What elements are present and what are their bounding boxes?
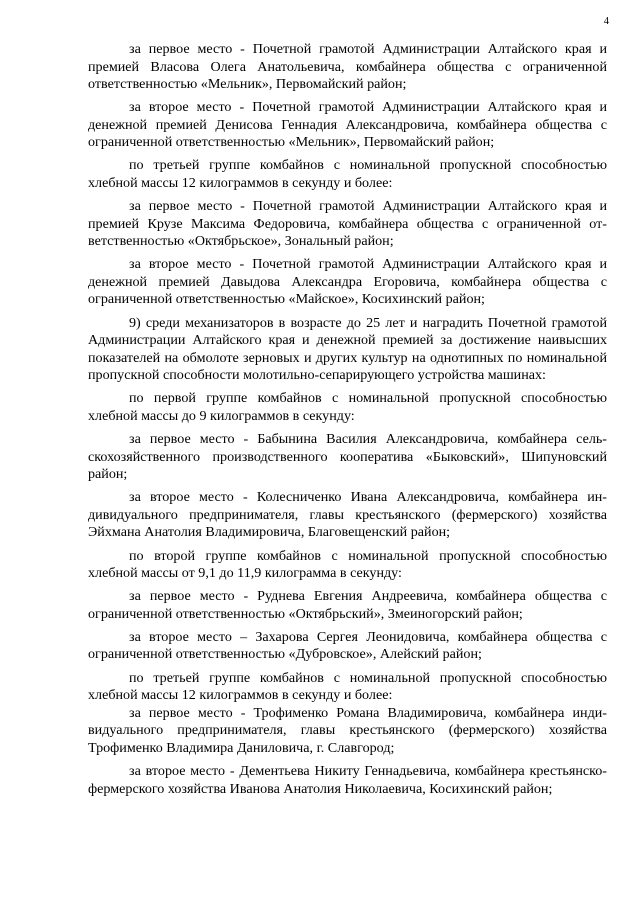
paragraph: по первой группе комбайнов с номинальной пропускной способностью хлебной массы до 9 килограммов в секунду: [88,390,607,424]
paragraph: 9) среди механизаторов в возрасте до 25 лет и наградить Почетной грамотой Администрации Алтайского края и денежной премией за достижение наивысших показателей на обмолоте зерновых и других культур на однотипных по номинальной пропускной способности молотильно-сепарирующего устройства машинах: [88,314,607,384]
paragraph: по третьей группе комбайнов с номинальной пропускной способностью хлебной массы 12 килограммов в секунду и более: [88,669,607,704]
paragraph: за второе место - Колесниченко Ивана Александровича, комбайнера индивидуального предпринимателя, главы крестьянского (фермерского) хозяйства Эйхмана Анатолия Владимировича, Благовещенский район; [88,489,607,541]
paragraph: за второе место – Захарова Сергея Леонидовича, комбайнера общества с ограниченной ответственностью «Дубровское», Алейский район; [88,628,607,663]
paragraph: по второй группе комбайнов с номинальной пропускной способностью хлебной массы от 9,1 до 11,9 килограмма в секунду: [88,547,607,582]
paragraph: по третьей группе комбайнов с номинальной пропускной способностью хлебной массы 12 килограммов в секунду и более: [88,157,607,192]
paragraph: за первое место - Бабынина Василия Александровича, комбайнера сельскохозяйственного производственного кооператива «Быковский», Шипуновский район; [88,431,607,483]
page-number: 4 [603,16,609,27]
paragraph: за второе место - Дементьева Никиту Геннадьевича, комбайнера крестьянско-фермерского хозяйства Иванова Анатолия Николаевича, Косихинский район; [88,762,607,797]
paragraph: за первое место - Руднева Евгения Андреевича, комбайнера общества с ограниченной ответственностью «Октябрьский», Змеиногорский район; [88,588,607,622]
paragraph: за первое место - Почетной грамотой Администрации Алтайского края и премией Крузе Максима Федоровича, комбайнера общества с ограниченной ответственностью «Октябрьское», Зональный район; [88,198,607,250]
paragraph: за второе место - Почетной грамотой Администрации Алтайского края и денежной премией Денисова Геннадия Александровича, комбайнера общества с ограниченной ответственностью «Мельник», Первомайский район; [88,99,607,151]
paragraph: за первое место - Почетной грамотой Администрации Алтайского края и премией Власова Олега Анатольевича, комбайнера общества с ограниченной ответственностью «Мельник», Первомайский район; [88,41,607,93]
paragraph: за первое место - Трофименко Романа Владимировича, комбайнера индивидуального предпринимателя, главы крестьянского (фермерского) хозяйства Трофименко Владимира Даниловича, г. Славгород; [88,704,607,756]
paragraph: за второе место - Почетной грамотой Администрации Алтайского края и денежной премией Давыдова Александра Егоровича, комбайнера общества с ограниченной ответственностью «Майское», Косихинский район; [88,256,607,308]
document-body [88,41,607,804]
